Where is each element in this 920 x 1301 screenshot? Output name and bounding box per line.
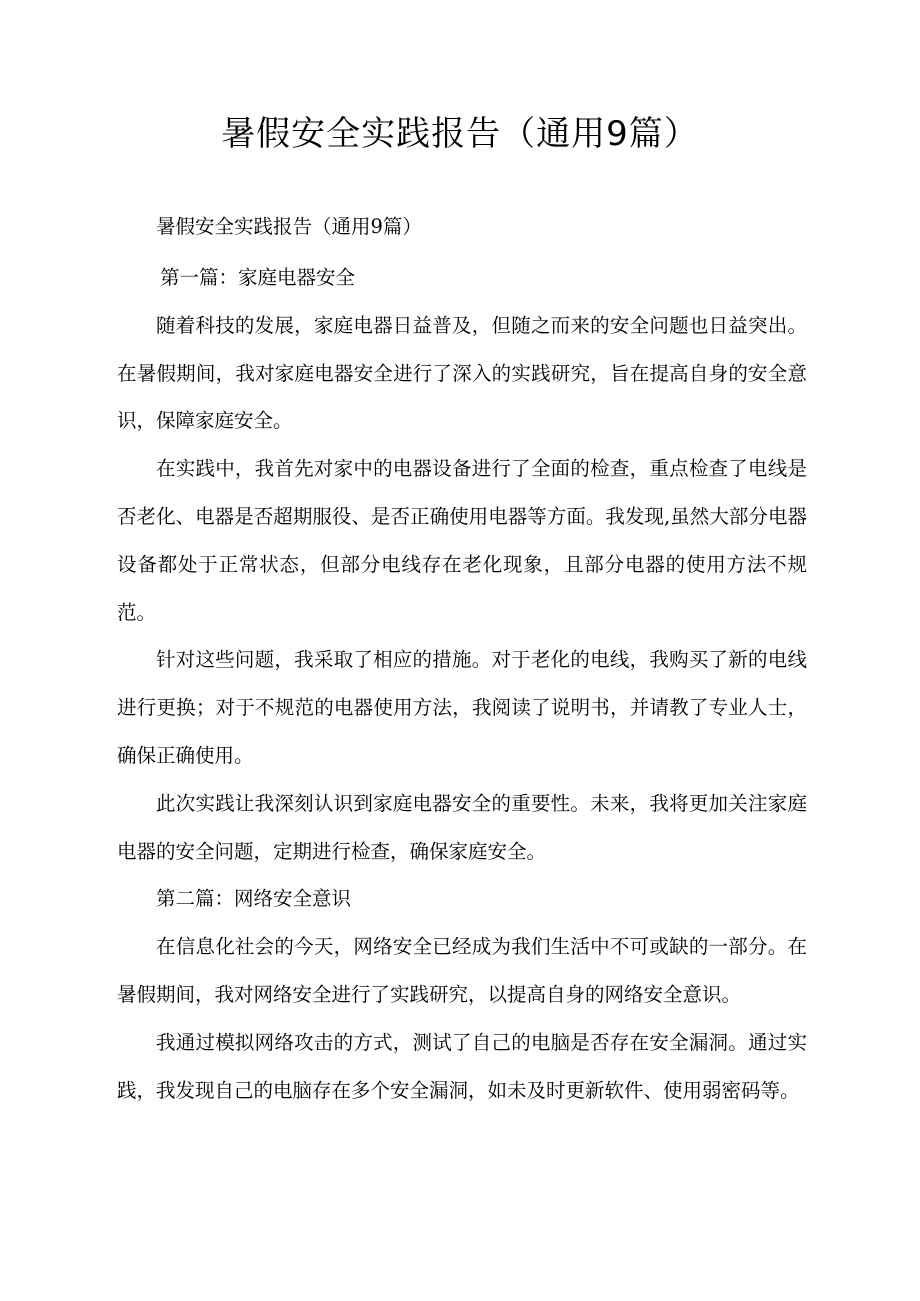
section-heading: 第一篇：家庭电器安全	[160, 266, 356, 289]
section-heading: 第二篇：网络安全意识	[156, 887, 352, 911]
paragraph: 针对这些问题，我采取了相应的措施。对于老化的电线，我购买了新的电线进行更换；对于不规范的电器使用方法，我阅读了说明书，并请教了专业人士，确保正确使用。	[117, 648, 807, 767]
document-subtitle: 暑假安全实践报告（通用9篇）	[156, 215, 422, 238]
paragraph: 随着科技的发展，家庭电器日益普及，但随之而来的安全问题也日益突出。在暑假期间，我对家庭电器安全进行了深入的实践研究，旨在提高自身的安全意识，保障家庭安全。	[117, 313, 807, 433]
paragraph: 在信息化社会的今天，网络安全已经成为我们生活中不可或缺的一部分。在暑假期间，我对网络安全进行了实践研究，以提高自身的网络安全意识。	[117, 935, 807, 1006]
document-body	[117, 208, 807, 1114]
paragraph: 在实践中，我首先对家中的电器设备进行了全面的检查，重点检查了电线是否老化、电器是否超期服役、是否正确使用电器等方面。我发现,虽然大部分电器设备都处于正常状态，但部分电线存在老化现象，且部分电器的使用方法不规范。	[117, 457, 807, 624]
document-title: 暑假安全实践报告（通用9篇）	[221, 114, 699, 154]
paragraph: 我通过模拟网络攻击的方式，测试了自己的电脑是否存在安全漏洞。通过实践，我发现自己的电脑存在多个安全漏洞，如未及时更新软件、使用弱密码等。	[117, 1030, 807, 1102]
paragraph: 此次实践让我深刻认识到家庭电器安全的重要性。未来，我将更加关注家庭电器的安全问题，定期进行检查，确保家庭安全。	[117, 791, 807, 863]
